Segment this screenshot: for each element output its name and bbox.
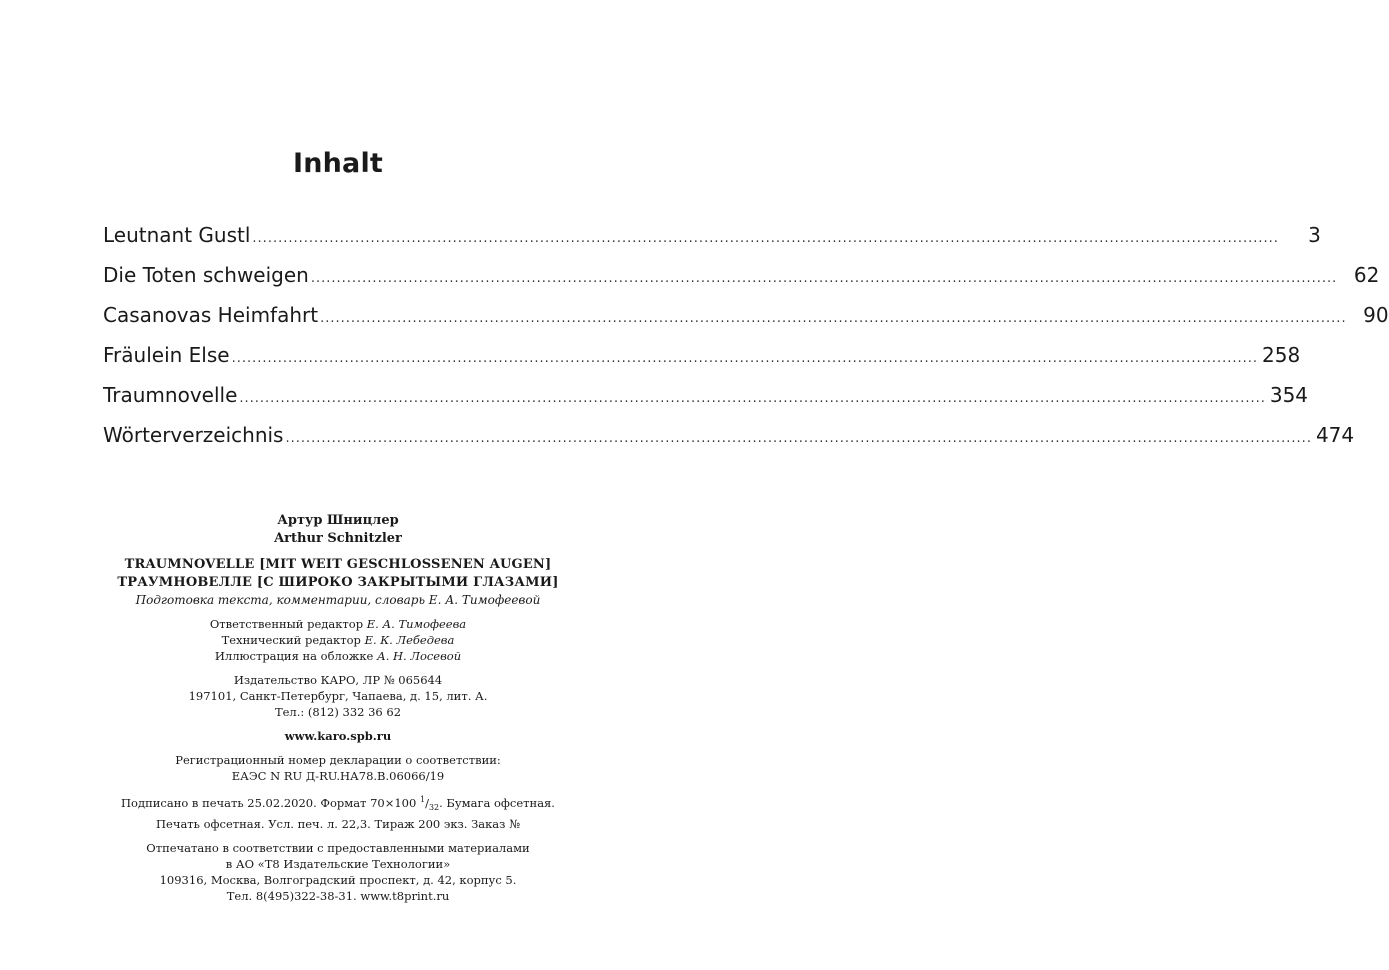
print-info: Печать офсетная. Усл. печ. л. 22,3. Тираж 200 экз. Заказ № [156,817,520,832]
toc-entry-title: Traumnovelle [103,383,238,407]
declaration-number: ЕАЭС N RU Д-RU.НА78.В.06066/19 [231,769,445,783]
author-de: Arthur Schnitzler [274,531,402,546]
author-ru: Артур Шницлер [277,513,399,528]
publisher: Издательство КАРО, ЛР № 065644 [233,673,443,687]
title-de: TRAUMNOVELLE [MIT WEIT GESCHLOSSENEN AUGEN] [124,557,552,572]
table-of-contents [103,223,1389,463]
tech-editor-credit [0,632,676,648]
toc-entry-page: 90 [1363,303,1389,327]
imprint-block [0,512,676,904]
print-signed-text: Подписано в печать 25.02.2020. Формат 70×100 [121,795,417,810]
toc-entry [103,303,1389,343]
toc-leader-dots: ........................................................................................................................................................................................................ [231,351,1259,366]
editor-name: Е. А. Тимофеева [366,617,467,631]
preparation-credit: Подготовка текста, комментарии, словарь Е. А. Тимофеевой [135,593,541,607]
toc-entry-page: 354 [1269,383,1309,407]
publisher-phone: Тел.: (812) 332 36 62 [274,705,402,719]
toc-entry [103,423,1355,463]
printer-line-4: Тел. 8(495)322-38-31. www.t8print.ru [226,889,450,904]
toc-leader-dots: ........................................................................................................................................................................................................ [310,271,1338,286]
toc-entry-title: Die Toten schweigen [103,263,309,287]
format-fraction-denominator: 32 [428,803,440,813]
illustration-label: Иллюстрация на обложке [214,649,374,663]
toc-entry-title: Wörterverzeichnis [103,423,284,447]
illustration-name: А. Н. Лосевой [376,649,462,663]
toc-entry-title: Casanovas Heimfahrt [103,303,319,327]
editor-label: Ответственный редактор [209,617,364,631]
contents-heading: Inhalt [292,148,384,179]
printer-line-1: Отпечатано в соответствии с предоставленными материалами [146,841,530,856]
toc-leader-dots: ........................................................................................................................................................................................................ [320,311,1347,326]
toc-entry-title: Leutnant Gustl [103,223,251,247]
title-ru: ТРАУМНОВЕЛЛЕ [С ШИРОКО ЗАКРЫТЫМИ ГЛАЗАМИ] [117,575,559,590]
toc-leader-dots: ........................................................................................................................................................................................................ [239,391,1266,406]
editor-credit [0,616,676,632]
print-signed: Подписано в печать 25.02.2020. Формат 70×100 $^1/_{32}$. Бумага офсетная. [121,795,555,813]
illustration-credit [0,648,676,664]
format-fraction-numerator: 1 [419,795,426,804]
declaration-label: Регистрационный номер декларации о соответствии: [175,753,501,767]
print-signed-paper: . Бумага офсетная. [439,795,555,810]
printer-line-2: в АО «Т8 Издательские Технологии» [225,857,451,872]
toc-entry-page: 62 [1353,263,1380,287]
toc-entry [103,343,1301,383]
toc-entry [103,223,1321,263]
publisher-website: www.karo.spb.ru [284,729,392,743]
toc-entry [103,383,1309,423]
toc-entry [103,263,1380,303]
printer-line-3: 109316, Москва, Волгоградский проспект, д. 42, корпус 5. [159,873,517,888]
toc-leader-dots: ........................................................................................................................................................................................................ [252,231,1279,246]
toc-entry-page: 3 [1308,223,1321,247]
tech-editor-name: Е. К. Лебедева [364,633,455,647]
toc-entry-page: 474 [1315,423,1355,447]
toc-entry-title: Fräulein Else [103,343,230,367]
tech-editor-label: Технический редактор [221,633,361,647]
publisher-address: 197101, Санкт-Петербург, Чапаева, д. 15, лит. А. [188,689,488,703]
toc-entry-page: 258 [1262,343,1301,367]
toc-leader-dots: ........................................................................................................................................................................................................ [285,431,1312,446]
